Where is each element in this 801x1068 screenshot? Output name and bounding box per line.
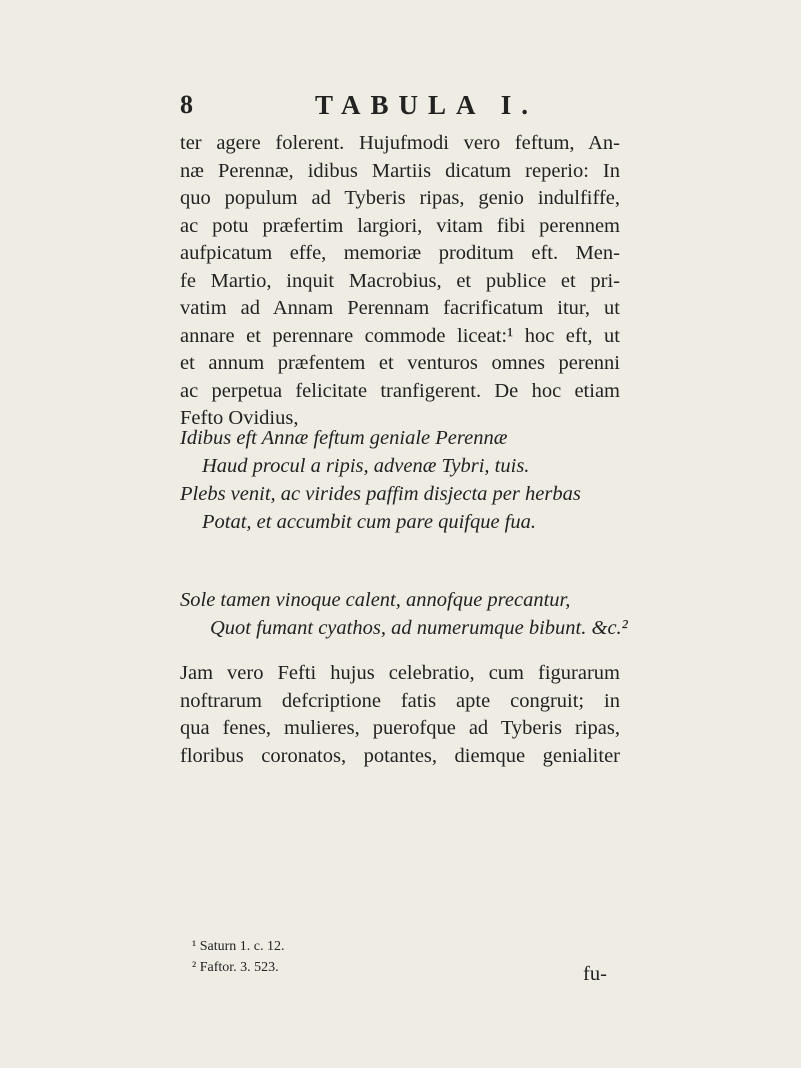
verse-line: Haud procul a ripis, advenæ Tybri, tuis.	[202, 455, 530, 477]
text-line: annare et perennare commode liceat:¹ hoc eft, ut	[180, 324, 620, 347]
footnotes	[192, 936, 284, 978]
footnote: ² Faftor. 3. 523.	[192, 960, 279, 975]
verse-line: Sole tamen vinoque calent, annofque precantur,	[180, 589, 571, 611]
catchword: fu-	[583, 963, 607, 985]
text-line: vatim ad Annam Perennam facrificatum itur, ut	[180, 297, 620, 319]
verse-line: Idibus eft Annæ feftum geniale Perennæ	[180, 427, 508, 449]
text-line: Fefto Ovidius,	[180, 407, 299, 429]
text-line: ter agere folerent. Hujufmodi vero feftum, An-	[180, 132, 620, 154]
text-line: ac potu præfertim largiori, vitam fibi perennem	[180, 214, 620, 237]
verse-quotation-2	[180, 586, 628, 642]
paragraph-1	[180, 130, 620, 433]
text-line: quo populum ad Tyberis ripas, genio indulfiffe,	[180, 187, 620, 209]
page-number: 8	[180, 90, 193, 119]
verse-line: Quot fumant cyathos, ad numerumque bibunt. &c.²	[210, 617, 628, 639]
text-line: noftrarum defcriptione fatis apte congruit; in	[180, 689, 620, 712]
verse-line: Potat, et accumbit cum pare quifque fua.	[202, 511, 537, 533]
running-title: TABULA I.	[315, 90, 539, 120]
footnote: ¹ Saturn 1. c. 12.	[192, 939, 285, 954]
paragraph-2	[180, 660, 620, 770]
text-line: fe Martio, inquit Macrobius, et publice et pri-	[180, 269, 620, 292]
text-line: ac perpetua felicitate tranfigerent. De hoc etiam	[180, 379, 620, 402]
verse-line: Plebs venit, ac virides paffim disjecta per herbas	[180, 483, 581, 505]
text-line: floribus coronatos, potantes, diemque genialiter	[180, 744, 620, 767]
verse-quotation-1	[180, 424, 620, 536]
page-header	[180, 90, 600, 126]
text-line: qua fenes, mulieres, puerofque ad Tyberis ripas,	[180, 717, 620, 739]
text-line: aufpicatum effe, memoriæ proditum eft. Men-	[180, 242, 620, 264]
text-line: Jam vero Fefti hujus celebratio, cum figurarum	[180, 662, 620, 684]
text-line: næ Perennæ, idibus Martiis dicatum reperio: In	[180, 159, 620, 182]
text-line: et annum præfentem et venturos omnes perenni	[180, 352, 620, 374]
